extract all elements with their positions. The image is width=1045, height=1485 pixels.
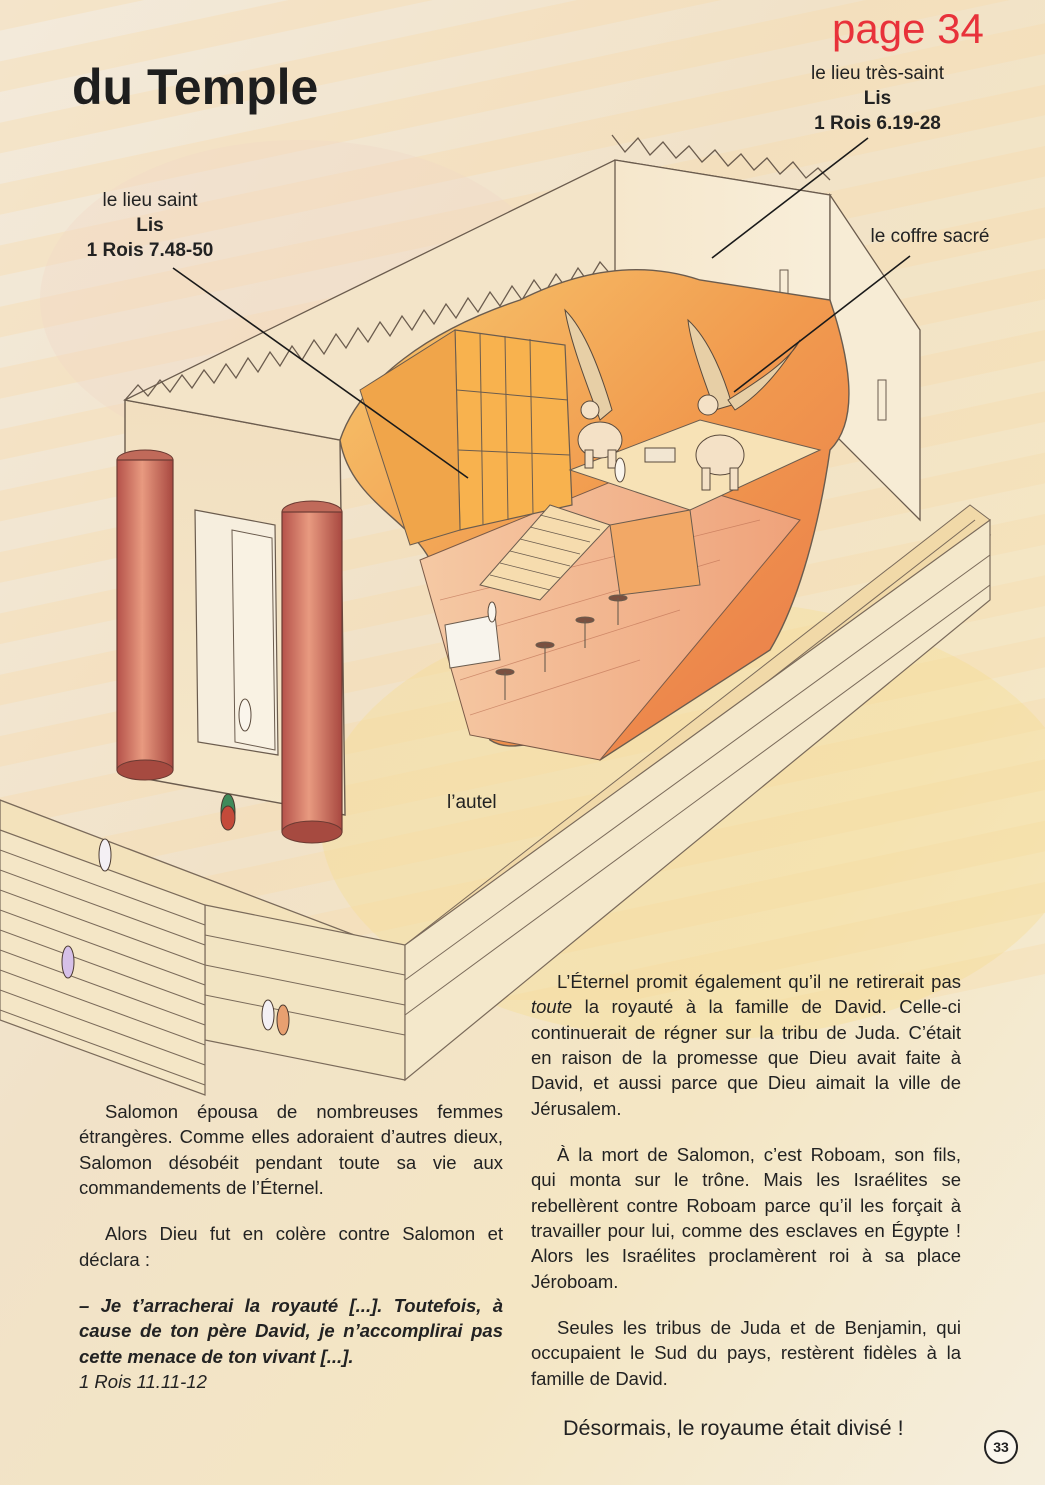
right-paragraph-1 (531, 969, 961, 1121)
right-paragraph-2: À la mort de Salomon, c’est Roboam, son fils, qui monta sur le trône. Mais les Israélites se rebellèrent contre Roboam parce qu’il les forçait à travailler pour lui, comme des esclaves en Égypte ! Alors les Israélites proclamèrent roi à sa place Jéroboam. (531, 1144, 961, 1292)
pillar-right (282, 501, 342, 843)
final-line: Désormais, le royaume était divisé ! (563, 1416, 904, 1440)
label-ark: le coffre sacré (870, 226, 990, 247)
label-holy-of-holies-reference: 1 Rois 6.19-28 (814, 113, 941, 135)
right-paragraph-1-start: L’Éternel promit également qu’il ne retirerait pas (557, 971, 961, 992)
page-title: du Temple (72, 59, 319, 115)
page-number: 33 (984, 1430, 1018, 1464)
left-text-column (79, 1099, 503, 1394)
label-altar: l’autel (447, 792, 497, 813)
left-paragraph-2: Alors Dieu fut en colère contre Salomon et déclara : (79, 1223, 503, 1270)
label-holy-place-action: Lis (136, 215, 164, 237)
pillar-left (117, 450, 173, 780)
label-holy-of-holies-name: le lieu très-saint (810, 63, 945, 84)
right-paragraph-1-end: la royauté à la famille de David. Celle-ci continuerait de régner sur la tribu de Juda. C’était en raison de la promesse que Dieu avait faite à David, et aussi parce que Dieu aimait la ville de Jérusalem. (531, 996, 961, 1119)
label-holy-place-reference: 1 Rois 7.48-50 (86, 240, 214, 262)
page-reference: page 34 (832, 5, 984, 52)
right-paragraph-3: Seules les tribus de Juda et de Benjamin, qui occupaient le Sud du pays, restèrent fidèles à la famille de David. (531, 1317, 961, 1389)
label-holy-place-name: le lieu saint (102, 190, 198, 211)
left-paragraph-1: Salomon épousa de nombreuses femmes étrangères. Comme elles adoraient d’autres dieux, Salomon désobéit pendant toute sa vie aux commandements de l’Éternel. (79, 1101, 503, 1199)
right-paragraph-1-emphasis: toute (531, 996, 573, 1018)
label-holy-place (62, 188, 238, 263)
label-holy-of-holies-action: Lis (863, 88, 892, 110)
label-holy-of-holies (790, 61, 965, 136)
quote-reference: 1 Rois 11.11-12 (79, 1371, 207, 1393)
right-text-column (531, 969, 961, 1391)
god-quote: – Je t’arracherai la royauté [...]. Toutefois, à cause de ton père David, je n’accomplirai pas cette menace de ton vivant [...]. (79, 1295, 503, 1367)
